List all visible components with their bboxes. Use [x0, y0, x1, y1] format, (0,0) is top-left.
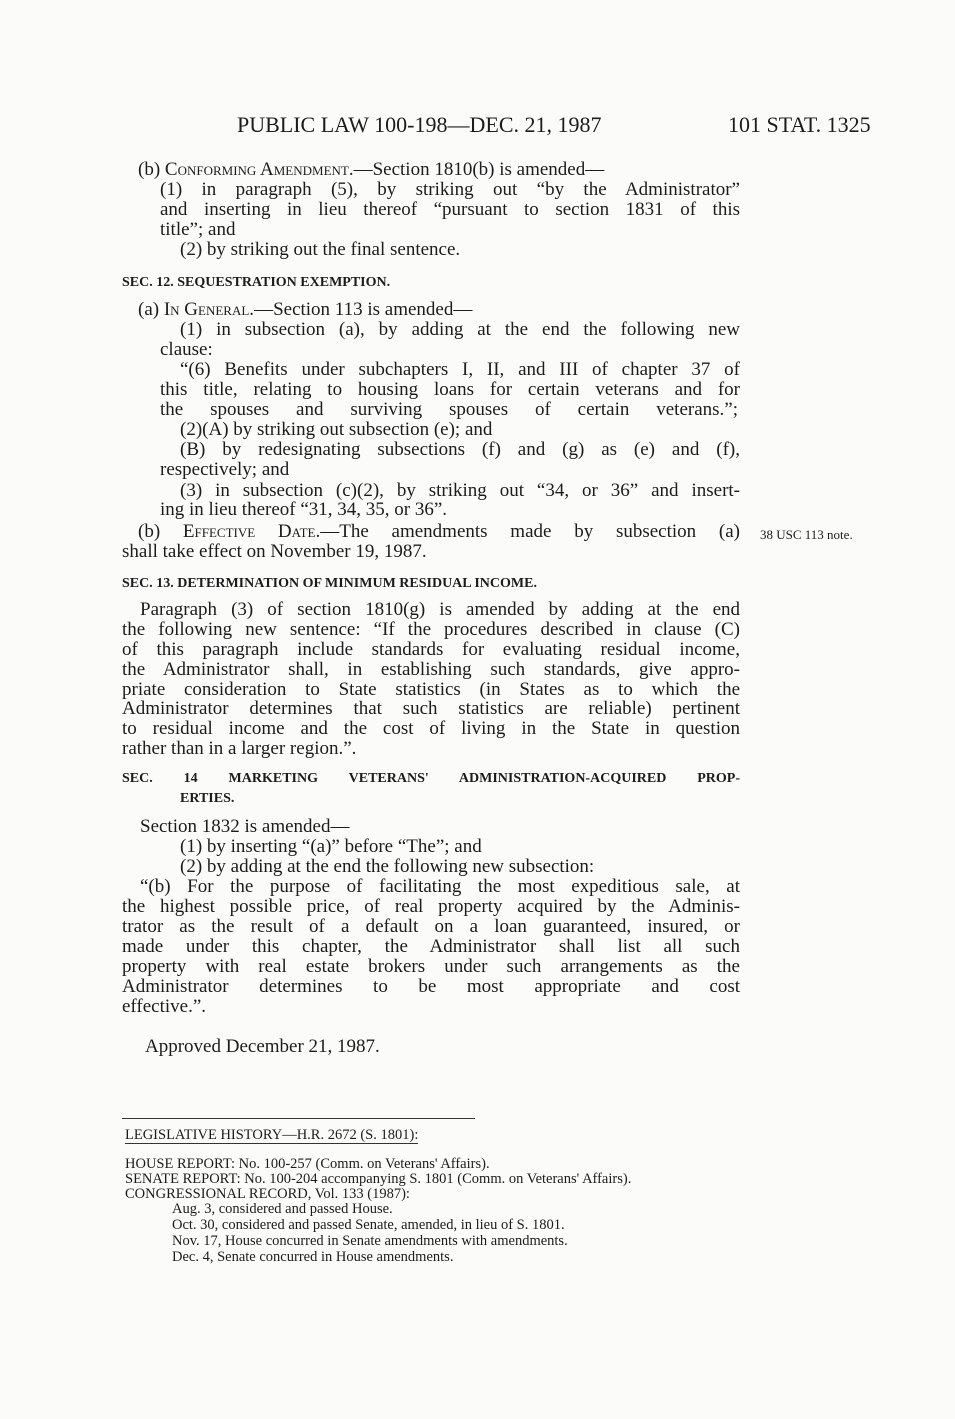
- section-14-title-cont: ERTIES.: [180, 791, 235, 806]
- divider: [122, 1118, 475, 1119]
- history-line: Aug. 3, considered and passed House.: [172, 1201, 393, 1217]
- text-line: title”; and: [160, 219, 236, 240]
- running-header-title: PUBLIC LAW 100-198—DEC. 21, 1987: [237, 112, 602, 137]
- title: LEGISLATIVE HISTORY—H.R. 2672 (S. 1801):: [125, 1127, 419, 1143]
- history-line: SENATE REPORT: No. 100-204 accompanying S. 1801 (Comm. on Veterans' Affairs).: [125, 1171, 632, 1187]
- subsection-a-heading: [138, 300, 472, 320]
- history-line: HOUSE REPORT: No. 100-257 (Comm. on Veterans' Affairs).: [125, 1156, 490, 1172]
- text-line: Administrator determines that such statistics are reliable) pertinent: [122, 698, 740, 719]
- stat-page-number: 101 STAT. 1325: [728, 112, 871, 137]
- text-line: (3) in subsection (c)(2), by striking out “34, or 36” and insert-: [180, 480, 740, 501]
- text-line: shall take effect on November 19, 1987.: [122, 541, 427, 562]
- section-14-title: SEC. 14 MARKETING VETERANS' ADMINISTRATION-ACQUIRED PROP-: [122, 771, 740, 786]
- text: —The amendments made by subsection (a): [320, 521, 740, 542]
- text-line: of this paragraph include standards for evaluating residual income,: [122, 639, 740, 660]
- prefix: (b): [138, 159, 165, 180]
- section-12-title: SEC. 12. SEQUESTRATION EXEMPTION.: [122, 275, 391, 290]
- text-line: made under this chapter, the Administrator shall list all such: [122, 936, 740, 957]
- legislative-history-title: [125, 1128, 418, 1143]
- text-line: (2) by striking out the final sentence.: [180, 239, 461, 260]
- text-line: (1) by inserting “(a)” before “The”; and: [180, 836, 482, 857]
- prefix: (b): [138, 521, 183, 542]
- text-line: trator as the result of a default on a loan guaranteed, insured, or: [122, 916, 740, 937]
- text-line: “(b) For the purpose of facilitating the most expeditious sale, at: [140, 876, 740, 897]
- text-line: the Administrator shall, in establishing such standards, give appro-: [122, 659, 740, 680]
- heading: In General.: [163, 299, 255, 320]
- text-line: ing in lieu thereof “31, 34, 35, or 36”.: [160, 499, 448, 520]
- text-line: priate consideration to State statistics (in States as to which the: [122, 679, 740, 700]
- text-line: property with real estate brokers under such arrangements as the: [122, 956, 740, 977]
- text-line: the spouses and surviving spouses of certain veterans.”;: [160, 399, 738, 420]
- history-line: Dec. 4, Senate concurred in House amendments.: [172, 1249, 454, 1265]
- text: —Section 113 is amended—: [254, 299, 473, 320]
- text: —Section 1810(b) is amended—: [353, 159, 605, 180]
- text-line: and inserting in lieu thereof “pursuant to section 1831 of this: [160, 199, 740, 220]
- text-line: this title, relating to housing loans for certain veterans and for: [160, 379, 740, 400]
- text-line: (1) in paragraph (5), by striking out “by the Administrator”: [160, 179, 740, 200]
- text-line: the following new sentence: “If the procedures described in clause (C): [122, 619, 740, 640]
- heading: Effective Date.: [182, 521, 321, 542]
- text-line: “(6) Benefits under subchapters I, II, and III of chapter 37 of: [180, 359, 740, 380]
- text-line: rather than in a larger region.”.: [122, 738, 357, 759]
- text-line: Paragraph (3) of section 1810(g) is amended by adding at the end: [140, 599, 740, 620]
- text-line: Administrator determines to be most appropriate and cost: [122, 976, 740, 997]
- text-line: effective.”.: [122, 996, 207, 1017]
- approval-date: Approved December 21, 1987.: [145, 1036, 380, 1057]
- text-line: to residual income and the cost of living in the State in question: [122, 718, 740, 739]
- text-line: (2)(A) by striking out subsection (e); and: [180, 419, 493, 440]
- subsection-b-heading: [138, 522, 740, 542]
- text-line: the highest possible price, of real property acquired by the Adminis-: [122, 896, 740, 917]
- history-line: Oct. 30, considered and passed Senate, amended, in lieu of S. 1801.: [172, 1217, 565, 1233]
- text-line: (2) by adding at the end the following new subsection:: [180, 856, 595, 877]
- history-line: CONGRESSIONAL RECORD, Vol. 133 (1987):: [125, 1186, 410, 1202]
- history-line: Nov. 17, House concurred in Senate amendments with amendments.: [172, 1233, 568, 1249]
- margin-note: 38 USC 113 note.: [760, 527, 853, 542]
- text-line: (1) in subsection (a), by adding at the end the following new: [180, 319, 740, 340]
- heading: Conforming Amendment.: [164, 159, 354, 180]
- section-13-title: SEC. 13. DETERMINATION OF MINIMUM RESIDUAL INCOME.: [122, 576, 537, 591]
- text-line: clause:: [160, 339, 213, 360]
- text-line: respectively; and: [160, 459, 290, 480]
- subsection-b-heading: [138, 160, 604, 180]
- text-line: (B) by redesignating subsections (f) and (g) as (e) and (f),: [180, 439, 740, 460]
- prefix: (a): [138, 299, 164, 320]
- text-line: Section 1832 is amended—: [140, 816, 350, 837]
